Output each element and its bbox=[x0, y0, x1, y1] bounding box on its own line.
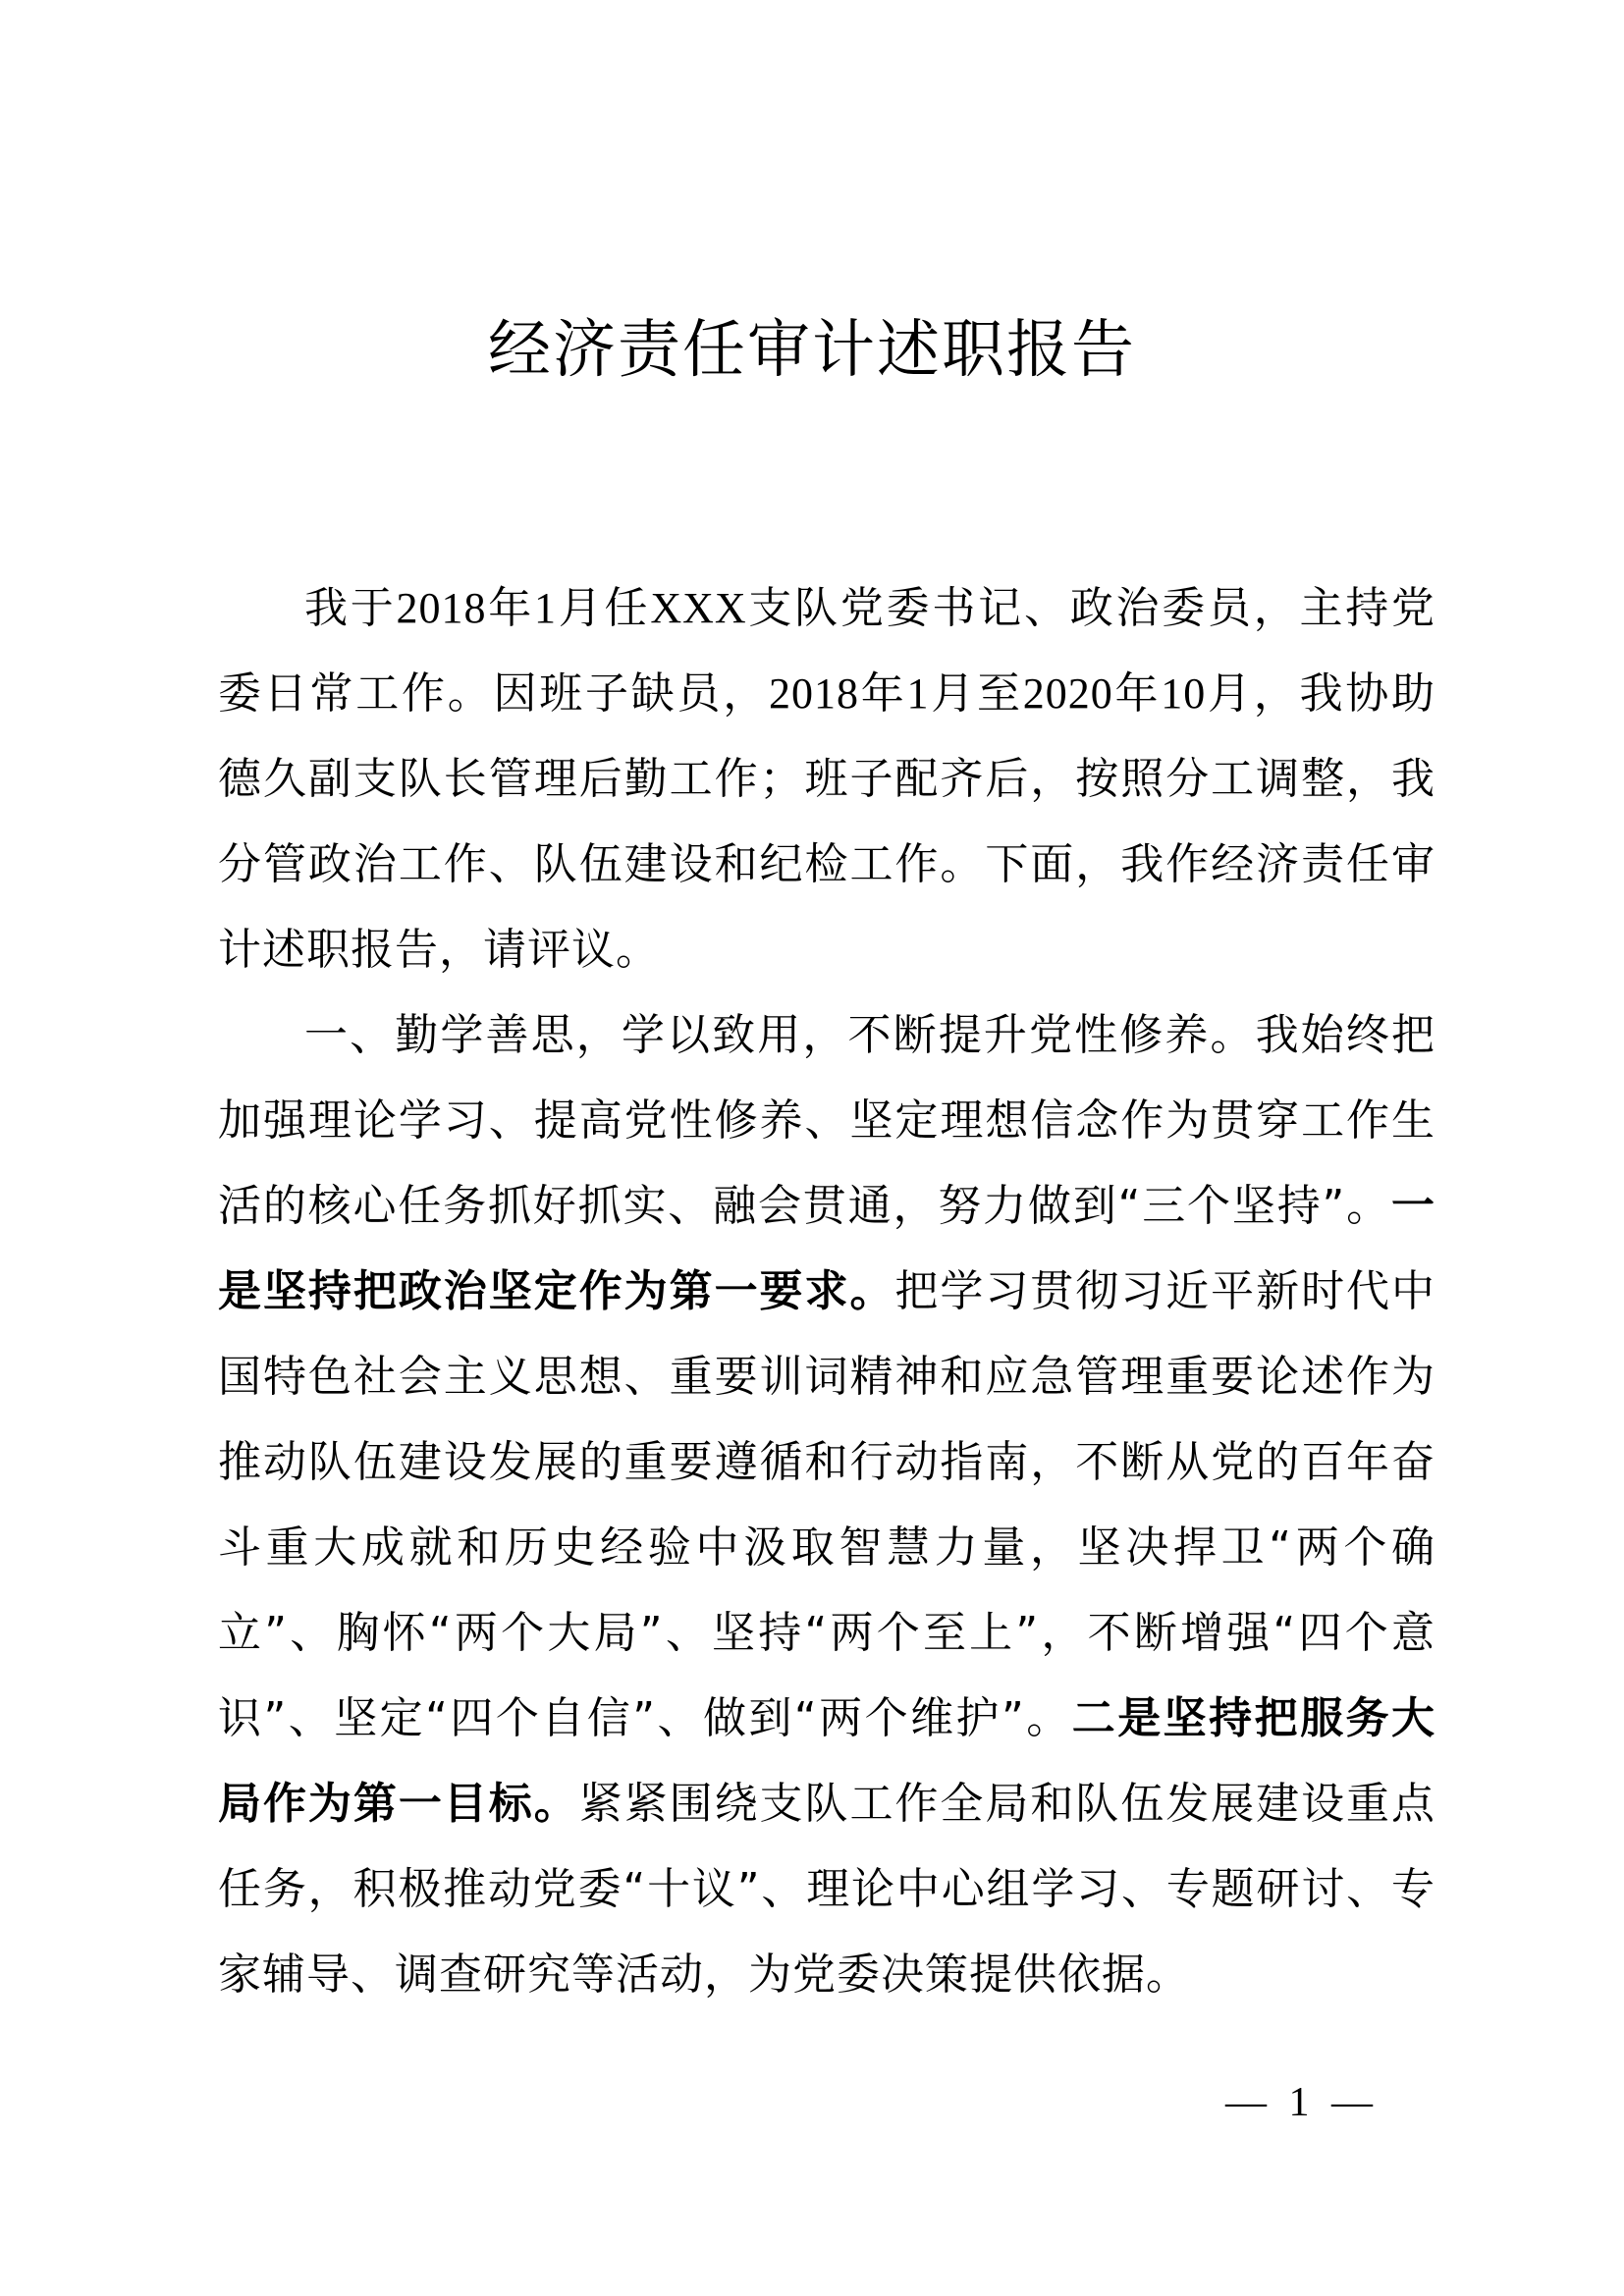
month-number: 1 bbox=[534, 584, 558, 632]
text-segment: 年 bbox=[859, 668, 907, 719]
year-number: 2020 bbox=[1022, 669, 1113, 718]
document-body bbox=[218, 565, 1435, 2017]
paragraph-section-one bbox=[218, 992, 1435, 2017]
month-number: 1 bbox=[906, 669, 930, 718]
document-title: 经济责任审计述职报告 bbox=[488, 314, 1136, 387]
year-number: 2018 bbox=[769, 669, 859, 718]
point-one-text: 把学习贯彻习近平新时代中国特色社会主义思想、重要训词精神和应急管理重要论述作为推动队伍建设发展的重要遵循和行动指南，不断从党的百年奋斗重大成就和历史经验中汲取智慧力量，坚决捍卫“两个确立”、胸怀“两个大局”、坚持“两个至上”，不断增强“四个意识”、坚定“四个自信”、做到“两个维护”。 bbox=[218, 1266, 1435, 1743]
point-two-text: 紧紧围绕支队工作全局和队伍发展建设重点任务，积极推动党委“十议”、理论中心组学习、专题研讨、专家辅导、调查研究等活动，为党委决策提供依据。 bbox=[218, 1779, 1436, 2000]
year-number: 2018 bbox=[396, 584, 487, 632]
text-segment: 月，我协助德久副支队长管理后勤工作；班子配齐后，按照分工调整，我分管政治工作、队伍建设和纪检工作。下面，我作经济责任审计述职报告，请评议。 bbox=[218, 668, 1435, 975]
paragraph-intro bbox=[218, 565, 1435, 992]
text-segment: 支队党委书记、政治委员，主持党委日常工作。因班子缺员， bbox=[218, 583, 1436, 719]
text-segment: 月至 bbox=[929, 668, 1023, 719]
month-number: 10 bbox=[1161, 669, 1207, 718]
point-two-heading: 二是坚持把服务大局作为第一目标。 bbox=[218, 1693, 1436, 1829]
section-intro: 一、勤学善思，学以致用，不断提升党性修养。我始终把加强理论学习、提高党性修养、坚定理想信念作为贯穿工作生活的核心任务抓好抓实、融会贯通，努力做到“三个坚持”。 bbox=[218, 1010, 1435, 1231]
text-segment: 年 bbox=[1112, 668, 1162, 719]
page-number: — 1 — bbox=[1225, 2080, 1379, 2125]
text-segment: 我于 bbox=[304, 583, 397, 633]
text-segment: 月任 bbox=[557, 583, 651, 633]
unit-code: XXX bbox=[650, 584, 747, 632]
point-one-heading: 一是坚持把政治坚定作为第一要求。 bbox=[218, 1181, 1435, 1316]
text-segment: 年 bbox=[486, 583, 535, 633]
